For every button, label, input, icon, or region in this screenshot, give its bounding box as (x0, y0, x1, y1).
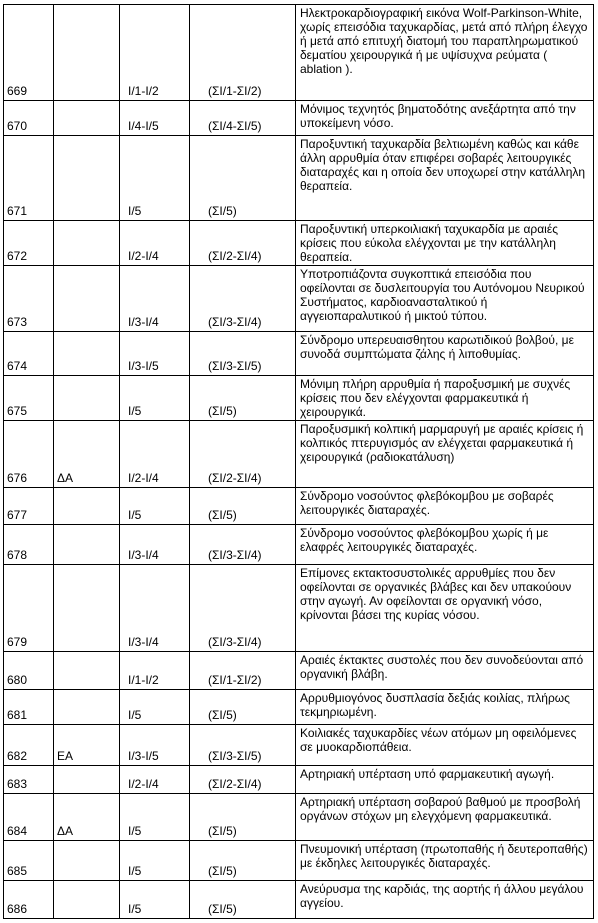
row-description: Παροξυντική ταχυκαρδία βελτιωμένη καθώς και κάθε άλλη αρρυθμία όταν επιφέρει σοβαρές λειτουργικές διαταραχές και η οποία δεν υποχωρεί στην κατάλληλη θεραπεία. (296, 135, 594, 221)
table-row (4, 420, 594, 487)
row-flag (54, 524, 120, 564)
row-grade: Ι/5 (120, 375, 190, 420)
table-row (4, 564, 594, 652)
row-flag (54, 765, 120, 794)
row-number: 676 (4, 420, 54, 487)
row-grade: Ι/4-Ι/5 (120, 100, 190, 135)
disability-criteria-table (3, 4, 594, 919)
row-flag (54, 100, 120, 135)
row-description: Αραιές έκτακτες συστολές που δεν συνοδεύονται από οργανική βλάβη. (296, 652, 594, 690)
row-grade: Ι/2-Ι/4 (120, 420, 190, 487)
row-grade: Ι/3-Ι/5 (120, 331, 190, 375)
row-description: Παροξυσμική κολπική μαρμαρυγή με αραιές κρίσεις ή κολπικός πτερυγισμός αν ελέγχεται φαρμακευτικά ή χειρουργικά (ραδιοκατάλυση) (296, 420, 594, 487)
row-grade: Ι/2-Ι/4 (120, 765, 190, 794)
row-description: Παροξυντική υπερκοιλιακή ταχυκαρδία με αραιές κρίσεις που εύκολα ελέγχονται με την κατάλληλη θεραπεία. (296, 221, 594, 266)
row-number: 679 (4, 564, 54, 652)
table-row (4, 765, 594, 794)
table-row (4, 724, 594, 765)
row-flag (54, 881, 120, 919)
row-number: 684 (4, 794, 54, 841)
row-description: Σύνδρομο νοσούντος φλεβόκομβου με σοβαρές λειτουργικές διαταραχές. (296, 487, 594, 524)
row-number: 680 (4, 652, 54, 690)
row-number: 670 (4, 100, 54, 135)
row-grade: Ι/3-Ι/4 (120, 266, 190, 331)
row-grade: Ι/5 (120, 135, 190, 221)
row-flag (54, 375, 120, 420)
row-description: Πνευμονική υπέρταση (πρωτοπαθής ή δευτεροπαθής) με έκδηλες λειτουργικές διαταραχές. (296, 841, 594, 881)
row-flag (54, 266, 120, 331)
row-description: Μόνιμη πλήρη αρρυθμία ή παροξυσμική με συχνές κρίσεις που δεν ελέγχονται φαρμακευτικά ή χειρουργικά. (296, 375, 594, 420)
row-range: (ΣΙ/5) (190, 841, 296, 881)
row-range: (ΣΙ/5) (190, 487, 296, 524)
row-range: (ΣΙ/3-ΣΙ/5) (190, 331, 296, 375)
row-description: Ηλεκτροκαρδιογραφική εικόνα Wolf-Parkinson-White, χωρίς επεισόδια ταχυκαρδίας, μετά από πλήρη έλεγχο ή μετά από επιτυχή διατομή του παραπληρωματικού δεματίου χειρουργικά ή με υψίσυχνα ρεύματα ( ablation ). (296, 5, 594, 101)
table-row (4, 5, 594, 101)
table-row (4, 794, 594, 841)
row-description: Ανεύρυσμα της καρδιάς, της αορτής ή άλλου μεγάλου αγγείου. (296, 881, 594, 919)
row-range: (ΣΙ/5) (190, 881, 296, 919)
row-description: Αρτηριακή υπέρταση υπό φαρμακευτική αγωγή. (296, 765, 594, 794)
row-range: (ΣΙ/5) (190, 690, 296, 725)
row-number: 678 (4, 524, 54, 564)
row-range: (ΣΙ/2-ΣΙ/4) (190, 420, 296, 487)
row-range: (ΣΙ/5) (190, 794, 296, 841)
row-flag: ΕΑ (54, 724, 120, 765)
row-grade: Ι/1-Ι/2 (120, 652, 190, 690)
table-row (4, 135, 594, 221)
row-range: (ΣΙ/3-ΣΙ/5) (190, 724, 296, 765)
table-row (4, 375, 594, 420)
row-range: (ΣΙ/4-ΣΙ/5) (190, 100, 296, 135)
row-description: Επίμονες εκτακτοσυστολικές αρρυθμίες που δεν οφείλονται σε οργανικές βλάβες και δεν υπακούουν στην αγωγή. Αν οφείλονται σε οργανική νόσο, κρίνονται βάσει της κυρίας νόσου. (296, 564, 594, 652)
row-number: 669 (4, 5, 54, 101)
row-number: 674 (4, 331, 54, 375)
row-number: 673 (4, 266, 54, 331)
row-flag (54, 331, 120, 375)
row-number: 682 (4, 724, 54, 765)
row-range: (ΣΙ/5) (190, 375, 296, 420)
row-range: (ΣΙ/3-ΣΙ/4) (190, 266, 296, 331)
row-flag (54, 221, 120, 266)
row-number: 681 (4, 690, 54, 725)
row-grade: Ι/2-Ι/4 (120, 221, 190, 266)
row-grade: Ι/3-Ι/4 (120, 524, 190, 564)
row-flag (54, 5, 120, 101)
row-grade: Ι/3-Ι/4 (120, 564, 190, 652)
row-grade: Ι/5 (120, 881, 190, 919)
row-number: 677 (4, 487, 54, 524)
row-grade: Ι/1-Ι/2 (120, 5, 190, 101)
row-number: 672 (4, 221, 54, 266)
row-number: 675 (4, 375, 54, 420)
row-number: 686 (4, 881, 54, 919)
row-grade: Ι/5 (120, 690, 190, 725)
row-description: Κοιλιακές ταχυκαρδίες νέων ατόμων μη οφειλόμενες σε μυοκαρδιοπάθεια. (296, 724, 594, 765)
row-flag (54, 652, 120, 690)
row-description: Αρτηριακή υπέρταση σοβαρού βαθμού με προσβολή οργάνων στόχων μη ελεγχόμενη φαρμακευτικά. (296, 794, 594, 841)
row-grade: Ι/5 (120, 487, 190, 524)
row-grade: Ι/3-Ι/5 (120, 724, 190, 765)
row-flag (54, 487, 120, 524)
row-grade: Ι/5 (120, 794, 190, 841)
row-number: 683 (4, 765, 54, 794)
row-flag (54, 135, 120, 221)
table-row (4, 487, 594, 524)
table-row (4, 100, 594, 135)
table-row (4, 652, 594, 690)
row-flag: ΔΑ (54, 420, 120, 487)
row-range: (ΣΙ/1-ΣΙ/2) (190, 652, 296, 690)
row-grade: Ι/5 (120, 841, 190, 881)
row-flag (54, 841, 120, 881)
row-number: 671 (4, 135, 54, 221)
table-row (4, 524, 594, 564)
row-flag (54, 690, 120, 725)
row-description: Αρρυθμιογόνος δυσπλασία δεξιάς κοιλίας, πλήρως τεκμηριωμένη. (296, 690, 594, 725)
row-description: Σύνδρομο νοσούντος φλεβόκομβου χωρίς ή με ελαφρές λειτουργικές διαταραχές. (296, 524, 594, 564)
table-row (4, 331, 594, 375)
row-range: (ΣΙ/1-ΣΙ/2) (190, 5, 296, 101)
row-flag: ΔΑ (54, 794, 120, 841)
row-description: Σύνδρομο υπερευαισθητου καρωτιδικού βολβού, με συνοδά συμπτώματα ζάλης ή λιποθυμίας. (296, 331, 594, 375)
table-row (4, 881, 594, 919)
row-range: (ΣΙ/3-ΣΙ/4) (190, 564, 296, 652)
table-row (4, 690, 594, 725)
row-range: (ΣΙ/2-ΣΙ/4) (190, 221, 296, 266)
row-range: (ΣΙ/2-ΣΙ/4) (190, 765, 296, 794)
table-row (4, 841, 594, 881)
row-number: 685 (4, 841, 54, 881)
table-body (4, 5, 594, 919)
table-row (4, 221, 594, 266)
row-range: (ΣΙ/3-ΣΙ/4) (190, 524, 296, 564)
row-description: Υποτροπιάζοντα συγκοπτικά επεισόδια που οφείλονται σε δυσλειτουργία του Αυτόνομου Νευρικού Συστήματος, καρδιοανασταλτικού ή αγγειοπαραλυτικού ή μικτού τύπου. (296, 266, 594, 331)
table-row (4, 266, 594, 331)
row-range: (ΣΙ/5) (190, 135, 296, 221)
row-flag (54, 564, 120, 652)
row-description: Μόνιμος τεχνητός βηματοδότης ανεξάρτητα από την υποκείμενη νόσο. (296, 100, 594, 135)
